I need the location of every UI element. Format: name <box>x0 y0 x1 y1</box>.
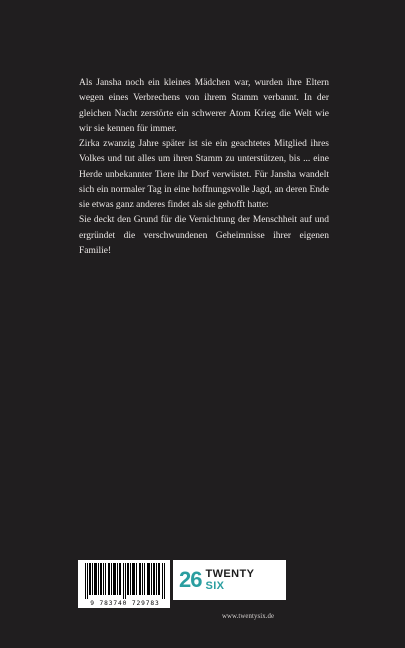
blurb-paragraph-2: Zirka zwanzig Jahre später ist sie ein geachtetes Mitglied ihres Volkes und tut alles um ihren Stamm zu unterstützen, bis ... eine Herde unbekannter Tiere ihr Dorf verwüstet. Für Jansha wandelt sich ein normaler Tag in eine hoffnungsvolle Jagd, an deren Ende sie etwas ganz anderes findet als sie gehofft hatte: <box>79 139 329 210</box>
barcode-icon <box>85 563 165 599</box>
publisher-url: www.twentysix.de <box>222 613 275 620</box>
logo-number: 26 <box>179 567 202 592</box>
isbn-number: 9 783740 729783 <box>90 600 160 607</box>
blurb-paragraph-3: Sie deckt den Grund für die Vernichtung der Menschheit auf und ergründet die verschwundenen Geheimnisse ihrer eigenen Familie! <box>79 215 329 256</box>
logo-word-six: SIX <box>205 580 225 592</box>
back-cover-blurb <box>79 76 329 259</box>
publisher-logo <box>173 560 286 600</box>
blurb-paragraph-1: Als Jansha noch ein kleines Mädchen war, wurden ihre Eltern wegen eines Verbrechens von ihrem Stamm verbannt. In der gleichen Nacht zerstörte ein schwerer Atom Krieg die Welt wie wir sie kennen für immer. <box>79 78 329 134</box>
isbn-barcode <box>78 560 170 608</box>
logo-word-twenty: TWENTY <box>205 568 255 580</box>
logo-wordmark <box>205 568 254 592</box>
